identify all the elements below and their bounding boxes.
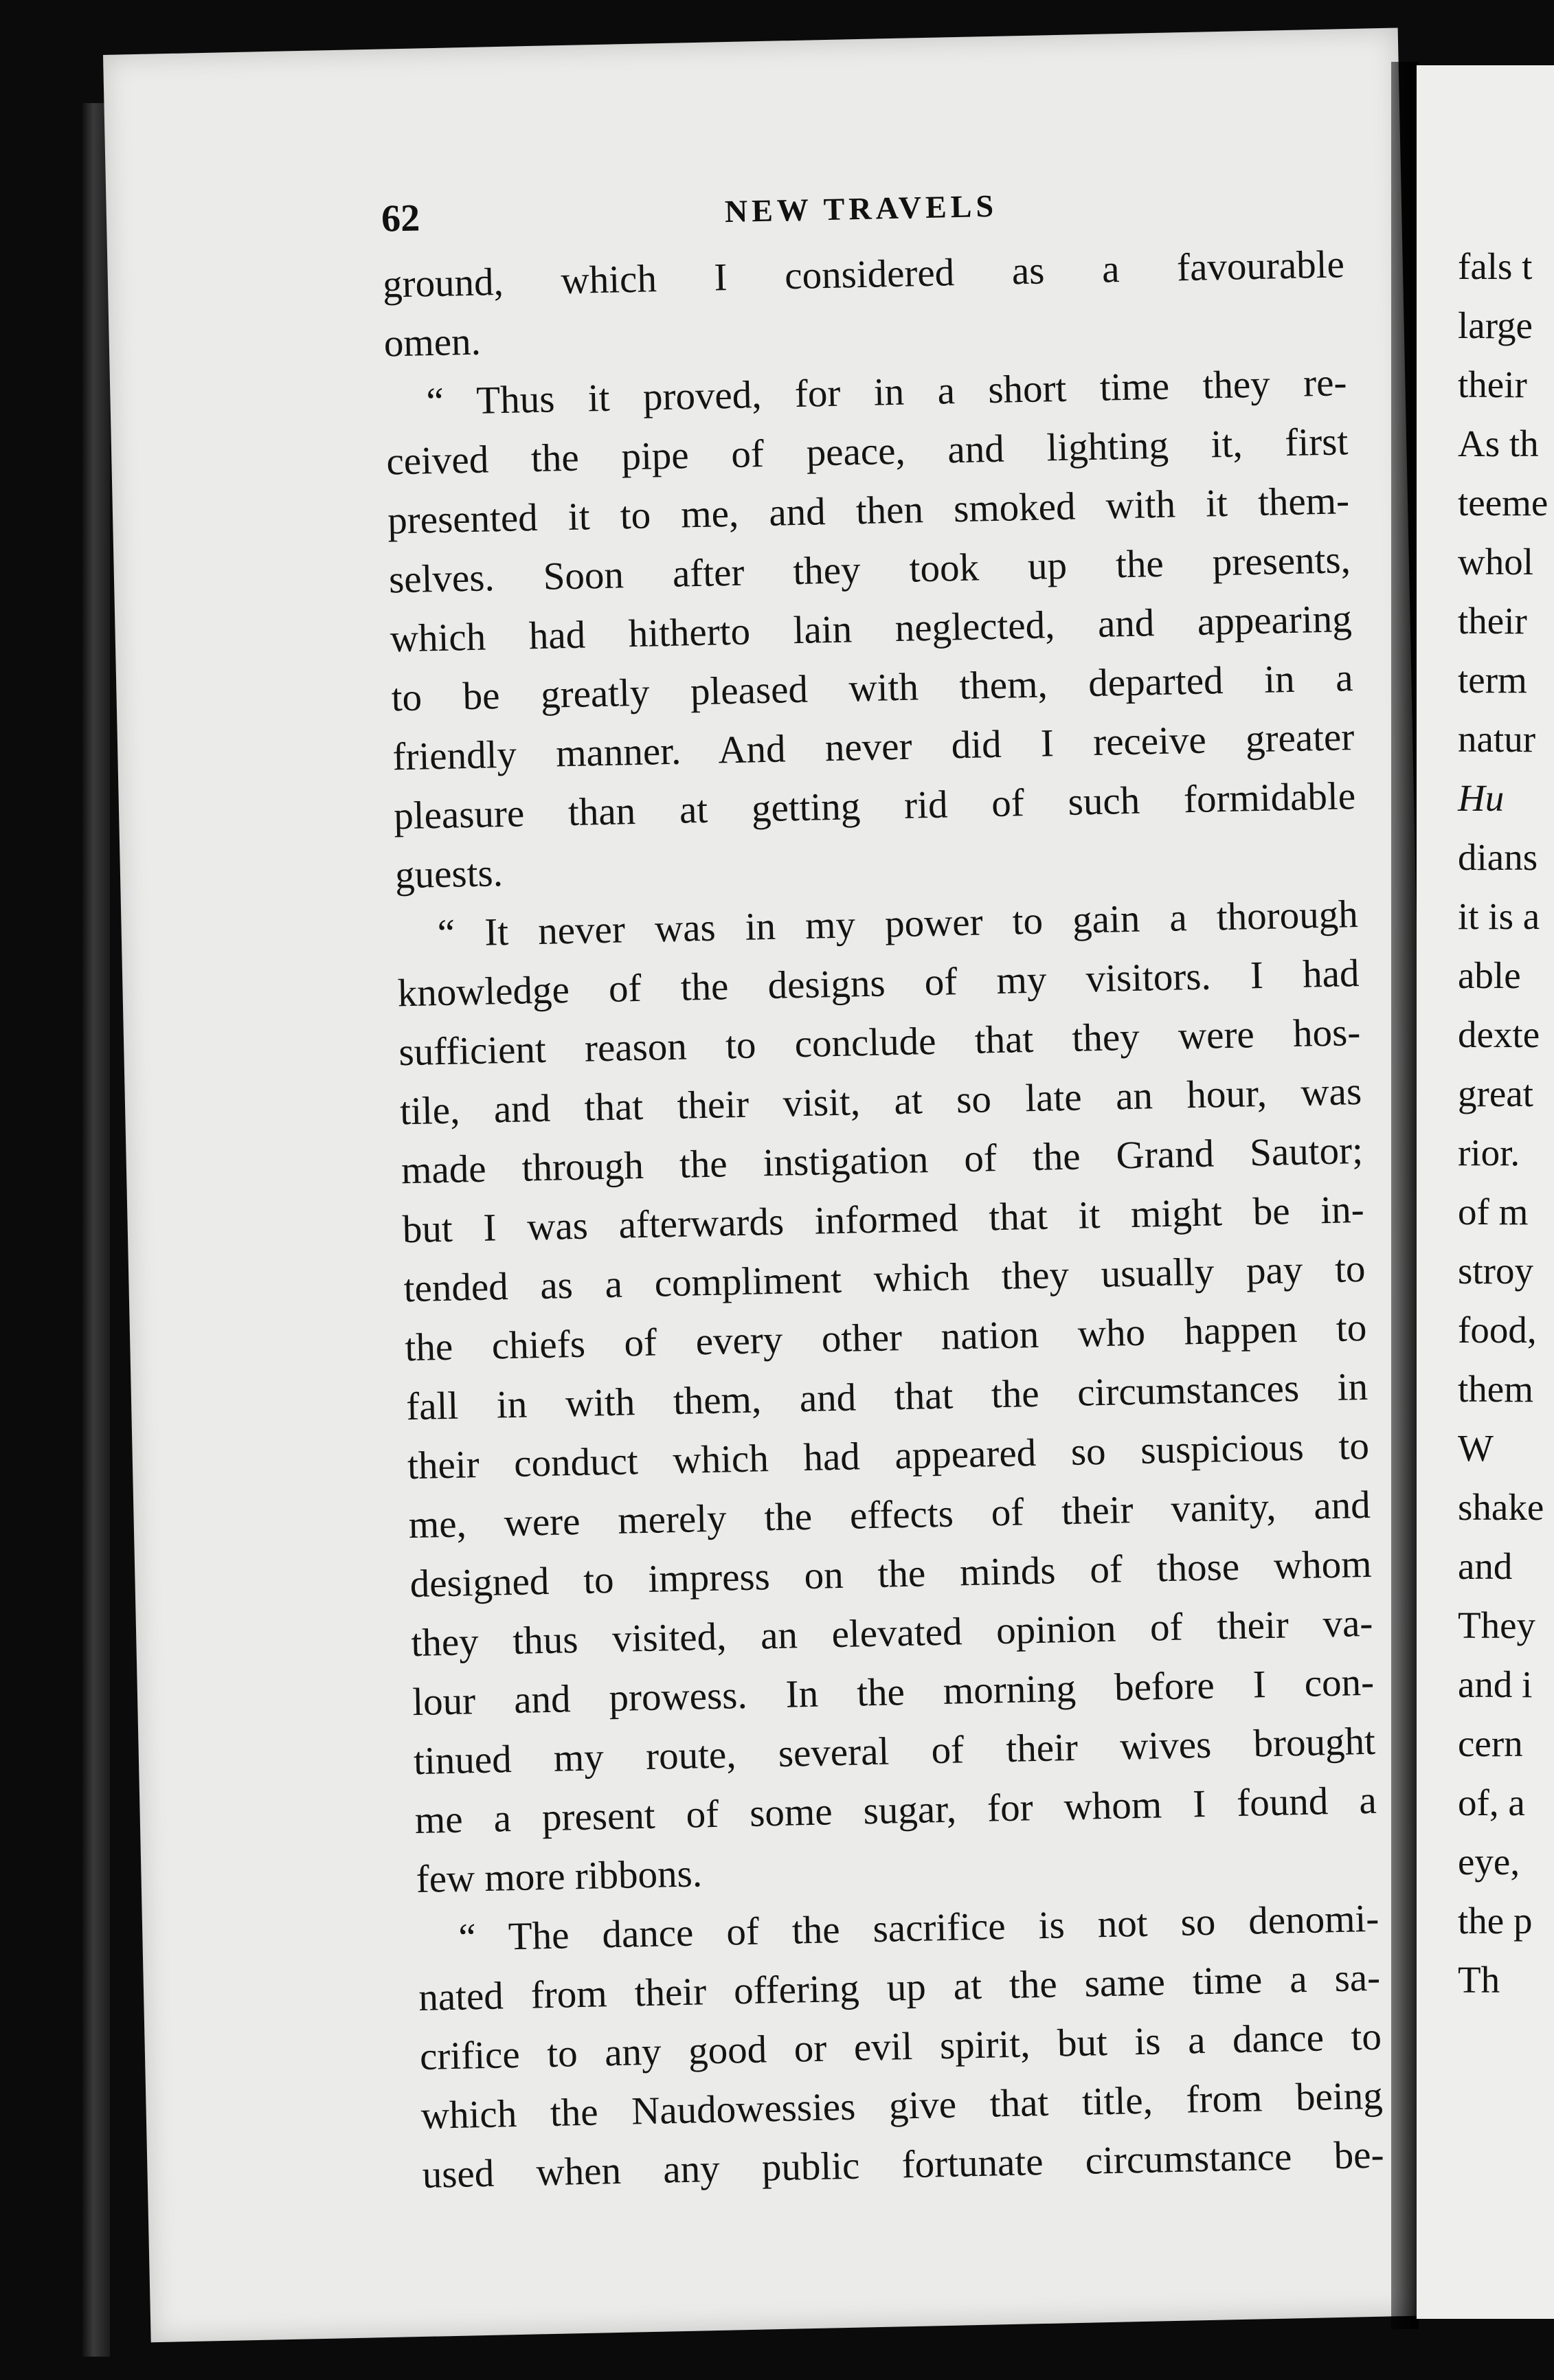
text-line: “ Thus it proved, for in a short time they re-: [426, 361, 1348, 424]
right-page-text: [1458, 237, 1554, 2010]
text-line: omen.: [383, 319, 482, 366]
text-line: tinued my route, several of their wives brought: [413, 1719, 1376, 1784]
text-line: pleasure than at getting rid of such formidable: [393, 774, 1356, 838]
text-fragment: able: [1458, 954, 1521, 996]
text-line: “ It never was in my power to gain a thorough: [437, 892, 1359, 956]
text-line: knowledge of the designs of my visitors. I had: [397, 952, 1360, 1015]
text-fragment: term: [1458, 659, 1527, 701]
text-line: me a present of some sugar, for whom I found a: [414, 1778, 1377, 1843]
text-fragment: food,: [1458, 1309, 1537, 1351]
text-fragment: the p: [1458, 1900, 1533, 1942]
text-line: their conduct which had appeared so suspicious to: [407, 1424, 1370, 1488]
text-fragment: and i: [1458, 1663, 1533, 1705]
text-fragment: teeme: [1458, 482, 1549, 524]
text-line: designed to impress on the minds of those whom: [409, 1542, 1373, 1606]
text-fragment: whol: [1458, 541, 1533, 583]
text-line: few more ribbons.: [416, 1852, 703, 1902]
text-line: me, were merely the effects of their vanity, and: [408, 1483, 1371, 1547]
text-line: presented it to me, and then smoked with it them-: [387, 479, 1350, 543]
text-line: but I was afterwards informed that it might be in-: [402, 1187, 1365, 1252]
text-fragment: They: [1458, 1604, 1536, 1646]
page-number: 62: [381, 197, 420, 240]
running-head: NEW TRAVELS: [724, 188, 998, 229]
right-page: [1417, 65, 1554, 2319]
text-fragment: their: [1458, 363, 1527, 405]
text-fragment: Hu: [1458, 777, 1505, 819]
text-line: “ The dance of the sacrifice is not so denomi-: [458, 1896, 1380, 1960]
text-line: tended as a compliment which they usually pay to: [403, 1246, 1366, 1311]
text-fragment: their: [1458, 600, 1527, 642]
text-line: which had hitherto lain neglected, and appearing: [390, 597, 1353, 661]
text-line: selves. Soon after they took up the presents,: [388, 538, 1351, 602]
text-fragment: cern: [1458, 1722, 1523, 1764]
text-fragment: large: [1458, 304, 1533, 346]
text-fragment: of m: [1458, 1191, 1529, 1233]
text-line: lour and prowess. In the morning before I con-: [412, 1660, 1375, 1725]
text-fragment: Th: [1458, 1959, 1500, 2001]
text-line: fall in with them, and that the circumstances in: [405, 1365, 1369, 1429]
text-fragment: it is a: [1458, 895, 1540, 937]
text-line: ceived the pipe of peace, and lighting it, first: [385, 420, 1349, 484]
text-fragment: rior.: [1458, 1132, 1520, 1174]
text-fragment: eye,: [1458, 1841, 1520, 1883]
text-line: ground, which I considered as a favourable: [382, 243, 1345, 306]
text-line: guests.: [394, 851, 504, 897]
text-line: nated from their offering up at the same time a sa-: [418, 1955, 1381, 2019]
text-fragment: fals t: [1458, 245, 1533, 287]
text-fragment: them: [1458, 1368, 1533, 1410]
text-fragment: great: [1458, 1073, 1533, 1114]
text-line: tile, and that their visit, at so late an hour, was: [399, 1069, 1362, 1134]
text-line: crifice to any good or evil spirit, but is a dance to: [419, 2014, 1382, 2078]
page-body: [382, 235, 1384, 2205]
text-fragment: natur: [1458, 718, 1536, 760]
left-page: [103, 28, 1445, 2343]
text-fragment: and: [1458, 1545, 1513, 1587]
text-fragment: stroy: [1458, 1250, 1533, 1292]
text-fragment: of, a: [1458, 1782, 1525, 1823]
text-fragment: W: [1458, 1427, 1494, 1469]
text-line: friendly manner. And never did I receive greater: [392, 715, 1355, 779]
text-fragment: dexte: [1458, 1013, 1540, 1055]
page-gutter-shadow: [1391, 62, 1419, 2329]
text-line: used when any public fortunate circumstance be-: [422, 2133, 1385, 2197]
text-line: sufficient reason to conclude that they were hos-: [398, 1010, 1361, 1075]
text-line: the chiefs of every other nation who happen to: [404, 1305, 1367, 1370]
text-line: they thus visited, an elevated opinion of their va-: [410, 1601, 1373, 1665]
text-fragment: As th: [1458, 423, 1539, 464]
text-fragment: shake: [1458, 1486, 1544, 1528]
text-fragment: dians: [1458, 836, 1538, 878]
text-line: made through the instigation of the Grand Sautor;: [401, 1128, 1364, 1193]
text-line: which the Naudowessies give that title, from being: [420, 2074, 1384, 2137]
text-line: to be greatly pleased with them, departed in a: [391, 656, 1354, 720]
book-spine: [82, 103, 110, 2357]
